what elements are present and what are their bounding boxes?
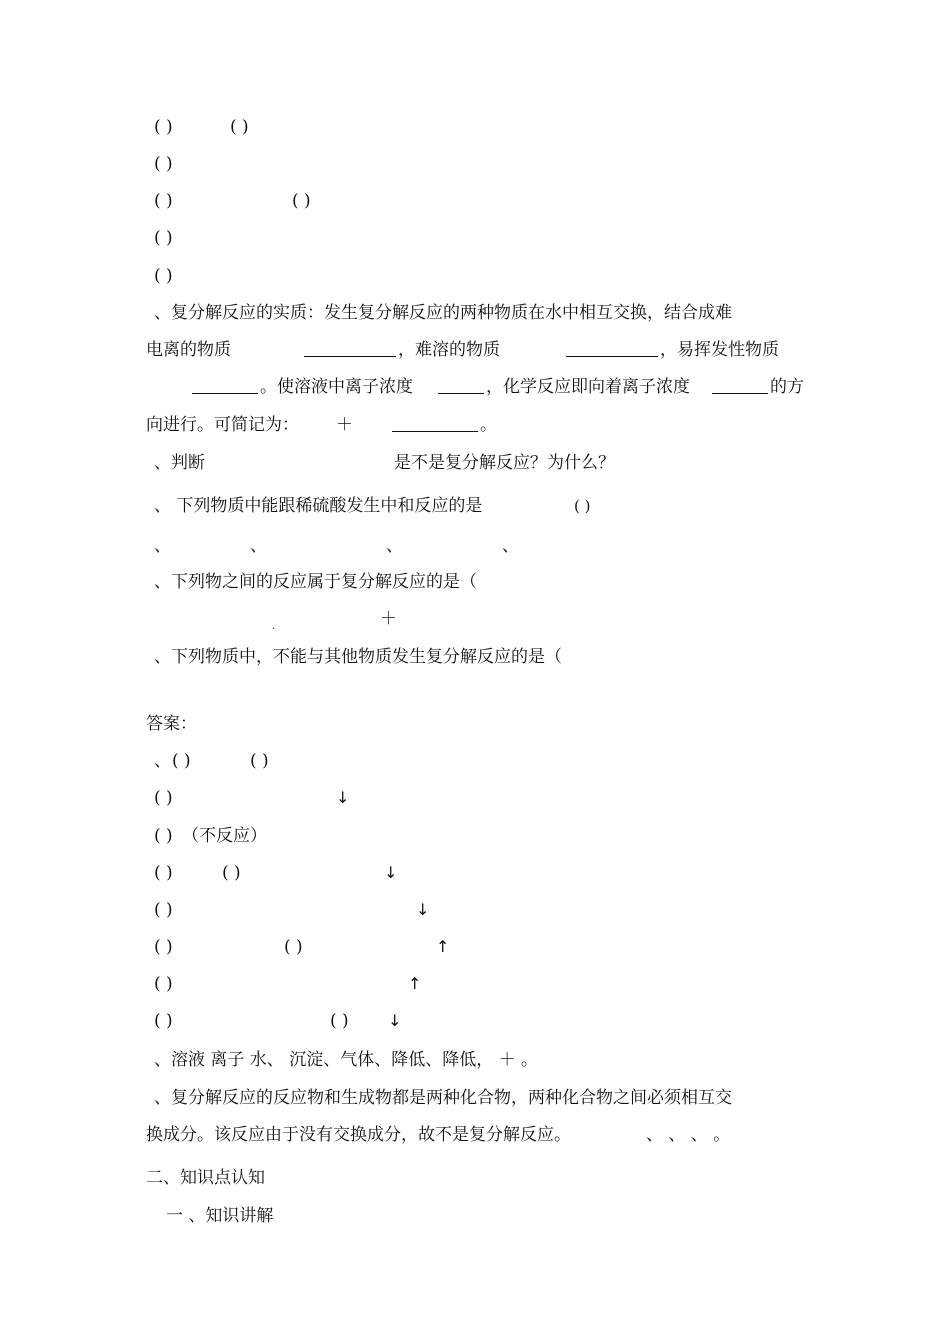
q6-options: ＋ . — [146, 605, 810, 633]
paren: ( ) — [154, 228, 173, 248]
blank — [304, 336, 396, 366]
answer-row-2 — [146, 784, 810, 812]
q5-line: 、 下列物质中能跟稀硫酸发生中和反应的是 ( ) — [146, 492, 810, 520]
paren: ( ) — [230, 117, 249, 137]
arrow-down-icon: ↓ — [416, 900, 430, 919]
q-row-4 — [146, 224, 810, 252]
arrow-down-icon: ↓ — [388, 1011, 402, 1030]
answer-row-8 — [146, 1007, 810, 1035]
paren: ( ) — [250, 751, 269, 771]
paren: ( ) — [154, 900, 173, 920]
answer-3-line-2: 换成分。该反应由于没有交换成分，故不是复分解反应。 、 、 、 。 — [146, 1125, 731, 1145]
q-row-5 — [146, 262, 810, 290]
q5-options: 、 、 、 、 — [154, 536, 519, 556]
arrow-up-icon: ↑ — [408, 974, 422, 993]
paren: ( ) — [154, 266, 173, 286]
section-subtitle: 一 、知识讲解 — [166, 1206, 274, 1226]
plus-sign: ＋ — [380, 609, 397, 629]
answer-row-4 — [146, 859, 810, 887]
q3-line-4: 向进行。可简记为： ＋ 。 — [146, 411, 810, 439]
paren: ( ) — [154, 191, 173, 211]
q-row-3 — [146, 187, 810, 215]
q3-line-2: 电离的物质 ，难溶的物质 ，易挥发性物质 — [146, 336, 810, 364]
answer-2: 、溶液 离子 水、 沉淀、气体、降低、降低， ＋ 。 — [154, 1050, 539, 1070]
arrow-down-icon: ↓ — [384, 863, 398, 882]
answers-heading: 答案： — [146, 714, 197, 734]
paren: ( ) — [222, 863, 241, 883]
paren: ( ) — [154, 974, 173, 994]
paren: ( ) — [574, 497, 591, 515]
q3-line-1: 、复分解反应的实质：发生复分解反应的两种物质在水中相互交换，结合成难 — [154, 303, 732, 323]
section-title: 二、知识点认知 — [146, 1168, 265, 1188]
paren: ( ) — [172, 751, 191, 771]
answer-row-7 — [146, 970, 810, 998]
blank — [192, 373, 258, 403]
q3-line-3: 。使溶液中离子浓度 ，化学反应即向着离子浓度 的方 — [146, 373, 810, 401]
blank — [392, 411, 478, 441]
paren: ( ) — [292, 191, 311, 211]
plus-sign: ＋ — [336, 415, 353, 435]
paren: ( ) — [154, 937, 173, 957]
arrow-up-icon: ↑ — [436, 937, 450, 956]
paren: ( ) — [154, 788, 173, 808]
paren: ( ) — [154, 863, 173, 883]
answer-row-3: ( ) （不反应） — [146, 822, 810, 850]
q-row-1 — [146, 113, 810, 141]
paren: ( ) — [154, 117, 173, 137]
q6-line: 、下列物之间的反应属于复分解反应的是（ — [154, 572, 477, 592]
paren: ( ) — [330, 1011, 349, 1031]
arrow-down-icon: ↓ — [336, 788, 350, 807]
q4-line: 、判断 是不是复分解反应？为什么？ — [154, 453, 615, 473]
blank — [438, 373, 484, 403]
blank — [712, 373, 768, 403]
paren: ( ) — [154, 154, 173, 174]
q-row-2 — [146, 150, 810, 178]
paren: ( ) — [154, 1011, 173, 1031]
blank — [566, 336, 658, 366]
answer-row-6 — [146, 933, 810, 961]
answer-3-line-1: 、复分解反应的反应物和生成物都是两种化合物，两种化合物之间必须相互交 — [154, 1088, 732, 1108]
q7-line: 、下列物质中，不能与其他物质发生复分解反应的是（ — [154, 647, 562, 667]
paren: ( ) — [284, 937, 303, 957]
answer-row-5 — [146, 896, 810, 924]
answer-row-1: 、 ( ) ( ) — [146, 747, 810, 775]
paren: ( ) — [154, 826, 173, 846]
